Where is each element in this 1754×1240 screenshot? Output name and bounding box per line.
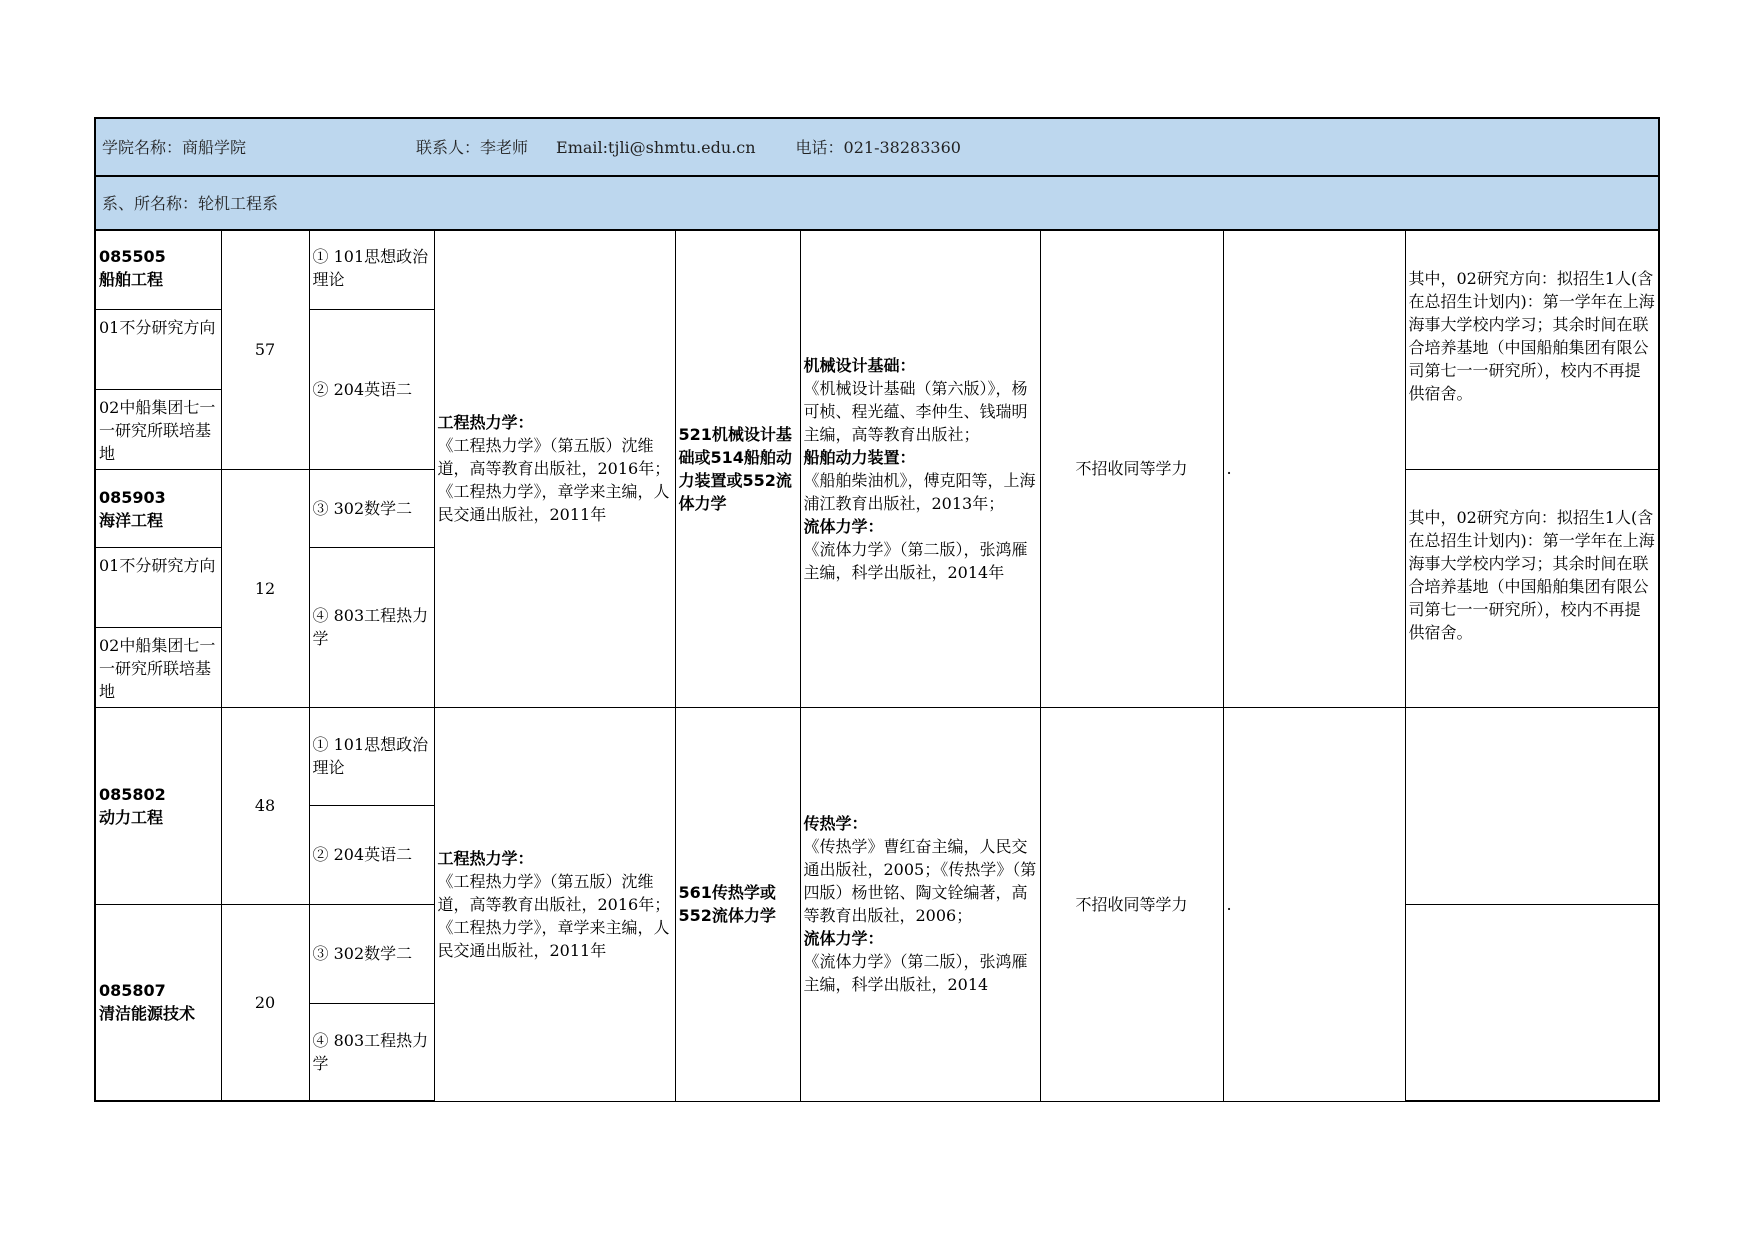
major-085802: 085802 动力工程 <box>95 707 221 904</box>
department-name: 系、所名称：轮机工程系 <box>102 193 279 213</box>
major-note: 其中，02研究方向：拟招生1人(含在总招生计划内)：第一学年在上海海事大学校内学习；其余时间在联合培养基地（中国船舶集团有限公司第七一一研究所），校内不再提供宿舍。 <box>1405 469 1659 707</box>
retest-subjects: 521机械设计基础或514船舶动力装置或552流体力学 <box>675 230 800 707</box>
major-085505: 085505 船舶工程 <box>95 230 221 309</box>
department-row <box>95 176 1659 230</box>
college-name: 学院名称：商船学院 <box>102 137 247 157</box>
table-row <box>95 707 1659 805</box>
retest-reference-books: 传热学： 《传热学》曹红奋主编，人民交通出版社，2005；《传热学》（第四版）杨世铭、陶文铨编著，高等教育出版社，2006； 流体力学： 《流体力学》（第二版），张鸿雁主编，科学出版社，2014 <box>800 707 1040 1101</box>
exam-item: ③ 302数学二 <box>309 469 434 547</box>
major-note: 其中，02研究方向：拟招生1人(含在总招生计划内)：第一学年在上海海事大学校内学习；其余时间在联合培养基地（中国船舶集团有限公司第七一一研究所），校内不再提供宿舍。 <box>1405 230 1659 469</box>
contact-email: Email:tjli@shmtu.edu.cn <box>556 137 756 157</box>
direction-item: 01不分研究方向 <box>95 547 221 627</box>
quota-085807: 20 <box>221 904 309 1101</box>
table-row <box>95 230 1659 309</box>
direction-item: 02中船集团七一一研究所联培基地 <box>95 627 221 707</box>
exam-item: ② 204英语二 <box>309 309 434 469</box>
exam-item: ② 204英语二 <box>309 805 434 904</box>
retest-reference-books: 机械设计基础： 《机械设计基础（第六版）》，杨可桢、程光蕴、李仲生、钱瑞明主编，高等教育出版社； 船舶动力装置： 《船舶柴油机》，傅克阳等，上海浦江教育出版社，2013年； 流体力学： 《流体力学》（第二版），张鸿雁主编，科学出版社，2014年 <box>800 230 1040 707</box>
exam-item: ③ 302数学二 <box>309 904 434 1003</box>
admission-table-document <box>94 117 1658 1102</box>
contact-phone: 电话：021-38283360 <box>795 137 961 157</box>
exam-item: ④ 803工程热力学 <box>309 1003 434 1101</box>
contact-person: 联系人：李老师 <box>416 137 529 157</box>
quota-085505: 57 <box>221 230 309 469</box>
quota-085802: 48 <box>221 707 309 904</box>
direction-item: 01不分研究方向 <box>95 309 221 389</box>
exam-item: ④ 803工程热力学 <box>309 547 434 707</box>
exam-item: ① 101思想政治理论 <box>309 230 434 309</box>
exam-ref-title: 工程热力学： <box>437 413 534 433</box>
admission-table <box>94 117 1660 1102</box>
major-085807: 085807 清洁能源技术 <box>95 904 221 1101</box>
quota-085903: 12 <box>221 469 309 707</box>
extra-info: . <box>1223 230 1405 707</box>
major-note <box>1405 707 1659 904</box>
equivalent-education: 不招收同等学力 <box>1040 230 1223 707</box>
equivalent-education: 不招收同等学力 <box>1040 707 1223 1101</box>
exam-ref-body: 《工程热力学》（第五版）沈维道，高等教育出版社，2016年；《工程热力学》，章学来主编，人民交通出版社，2011年 <box>437 436 671 525</box>
extra-info: . <box>1223 707 1405 1101</box>
exam-reference-books <box>434 230 675 707</box>
direction-item: 02中船集团七一一研究所联培基地 <box>95 389 221 469</box>
major-note <box>1405 904 1659 1101</box>
exam-reference-books: 工程热力学： 《工程热力学》（第五版）沈维道，高等教育出版社，2016年；《工程热力学》，章学来主编，人民交通出版社，2011年 <box>434 707 675 1101</box>
retest-subjects: 561传热学或552流体力学 <box>675 707 800 1101</box>
college-info-row <box>95 118 1659 176</box>
major-085903: 085903 海洋工程 <box>95 469 221 547</box>
exam-item: ① 101思想政治理论 <box>309 707 434 805</box>
